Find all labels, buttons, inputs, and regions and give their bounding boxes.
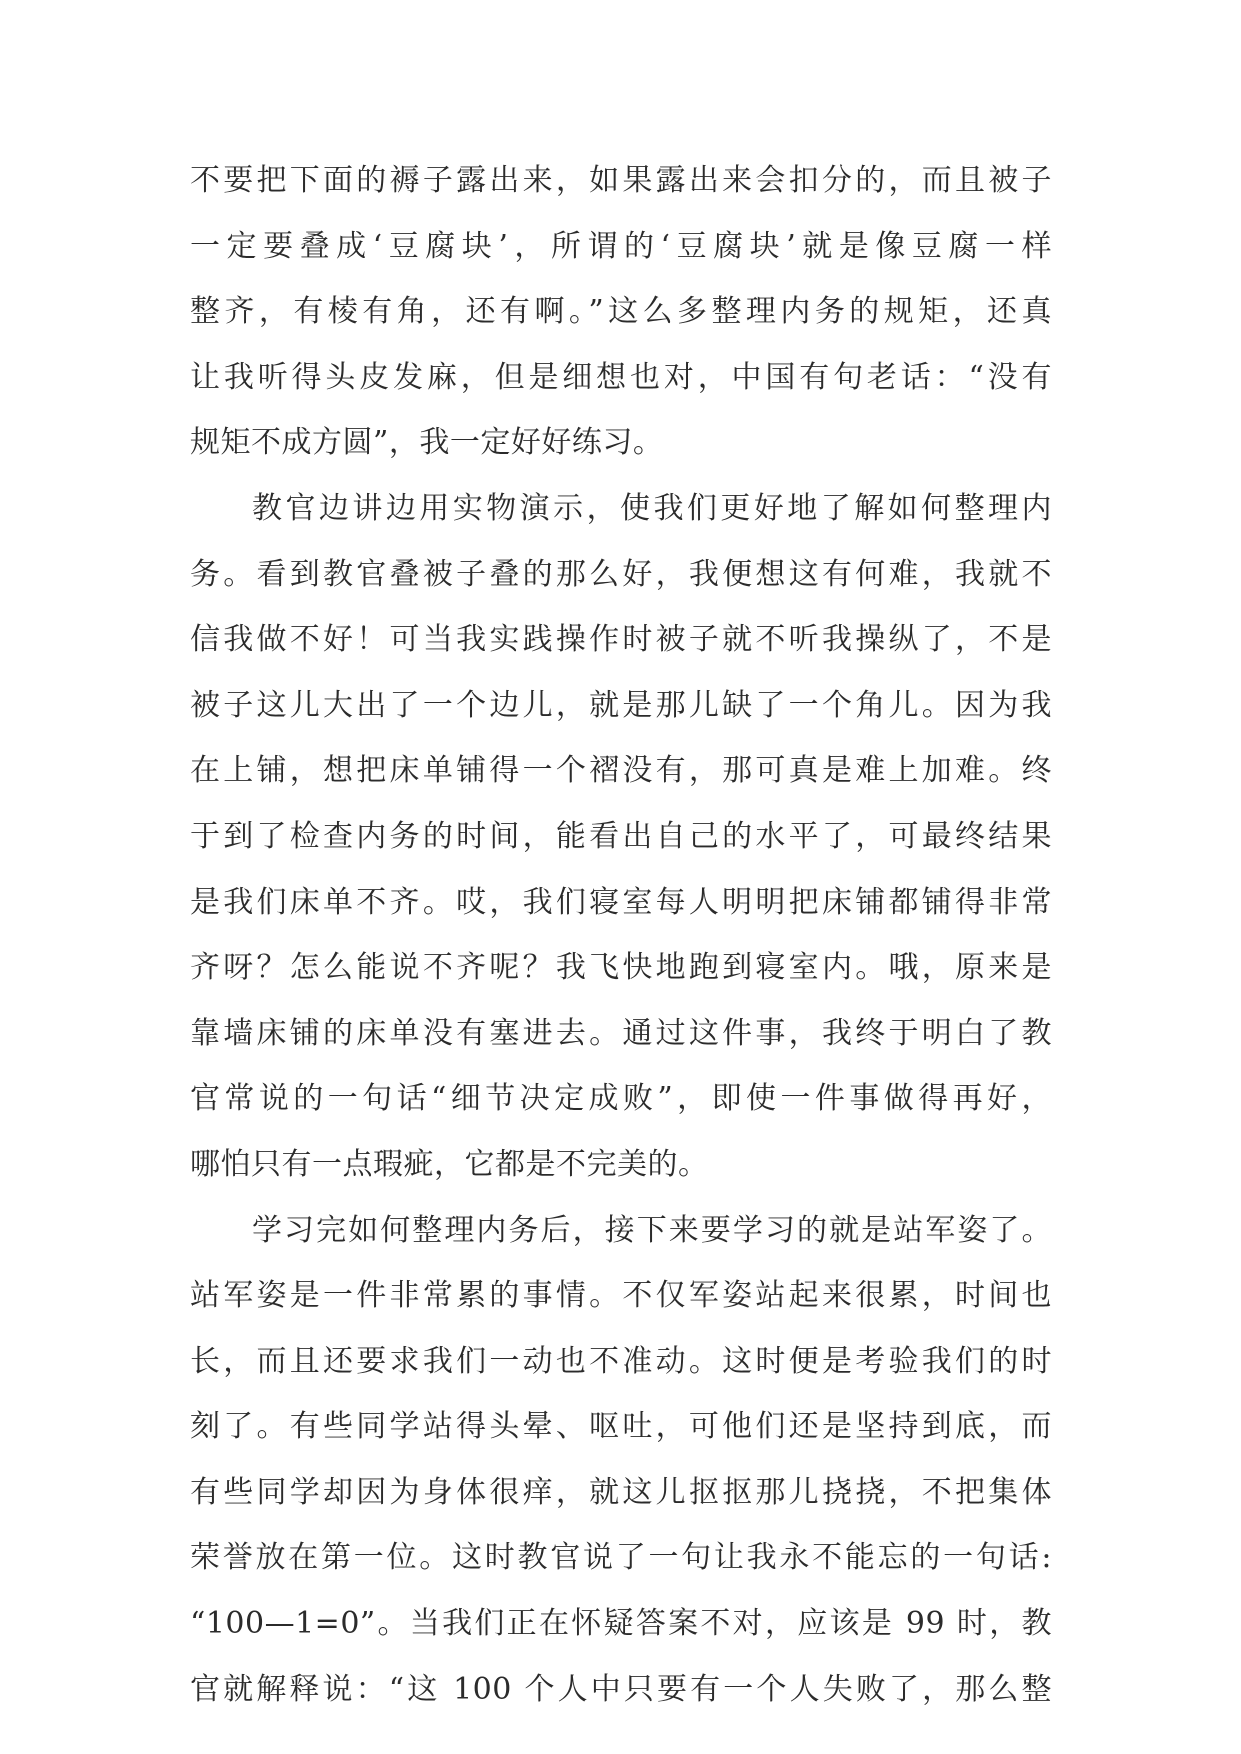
- text-line: 哪怕只有一点瑕疵，它都是不完美的。: [190, 1146, 709, 1182]
- text-line: 刻了。有些同学站得头晕、呕吐，可他们还是坚持到底，而: [190, 1409, 1052, 1445]
- text-line: 有些同学却因为身体很痒，就这儿抠抠那儿挠挠，不把集体: [190, 1474, 1052, 1510]
- text-line: 务。看到教官叠被子叠的那么好，我便想这有何难，我就不: [190, 556, 1052, 592]
- text-line: 官常说的一句话“细节决定成败”，即使一件事做得再好，: [190, 1081, 1052, 1117]
- text-line: 教官边讲边用实物演示，使我们更好地了解如何整理内: [252, 490, 1052, 526]
- text-line: 不要把下面的褥子露出来，如果露出来会扣分的，而且被子: [190, 163, 1052, 198]
- text-line: 被子这儿大出了一个边儿，就是那儿缺了一个角儿。因为我: [190, 687, 1052, 723]
- text-line: 在上铺，想把床单铺得一个褶没有，那可真是难上加难。终: [190, 753, 1052, 789]
- text-line: 站军姿是一件非常累的事情。不仅军姿站起来很累，时间也: [190, 1278, 1052, 1314]
- text-line: 一定要叠成‘豆腐块’，所谓的‘豆腐块’就是像豆腐一样: [190, 228, 1052, 264]
- text-line: 靠墙床铺的床单没有塞进去。通过这件事，我终于明白了教: [190, 1015, 1052, 1051]
- text-line: 于到了检查内务的时间，能看出自己的水平了，可最终结果: [190, 818, 1052, 854]
- document-body: [190, 148, 1052, 1722]
- text-line: 是我们床单不齐。哎，我们寝室每人明明把床铺都铺得非常: [190, 884, 1052, 920]
- text-line: 荣誉放在第一位。这时教官说了一句让我永不能忘的一句话:: [190, 1540, 1052, 1576]
- text-line: 官就解释说：“这 100 个人中只要有一个人失败了，那么整: [190, 1671, 1052, 1707]
- text-line: 长，而且还要求我们一动也不准动。这时便是考验我们的时: [190, 1343, 1052, 1379]
- text-line: “100—1=0”。当我们正在怀疑答案不对，应该是 99 时，教: [190, 1606, 1052, 1642]
- text-line: 学习完如何整理内务后，接下来要学习的就是站军姿了。: [252, 1212, 1052, 1248]
- text-line: 齐呀？怎么能说不齐呢？我飞快地跑到寝室内。哦，原来是: [190, 950, 1052, 986]
- text-line: 规矩不成方圆”，我一定好好练习。: [190, 425, 664, 461]
- text-line: 让我听得头皮发麻，但是细想也对，中国有句老话：“没有: [190, 359, 1052, 395]
- text-line: 信我做不好！可当我实践操作时被子就不听我操纵了，不是: [190, 622, 1052, 658]
- text-line: 整齐，有棱有角，还有啊。”这么多整理内务的规矩，还真: [190, 294, 1052, 330]
